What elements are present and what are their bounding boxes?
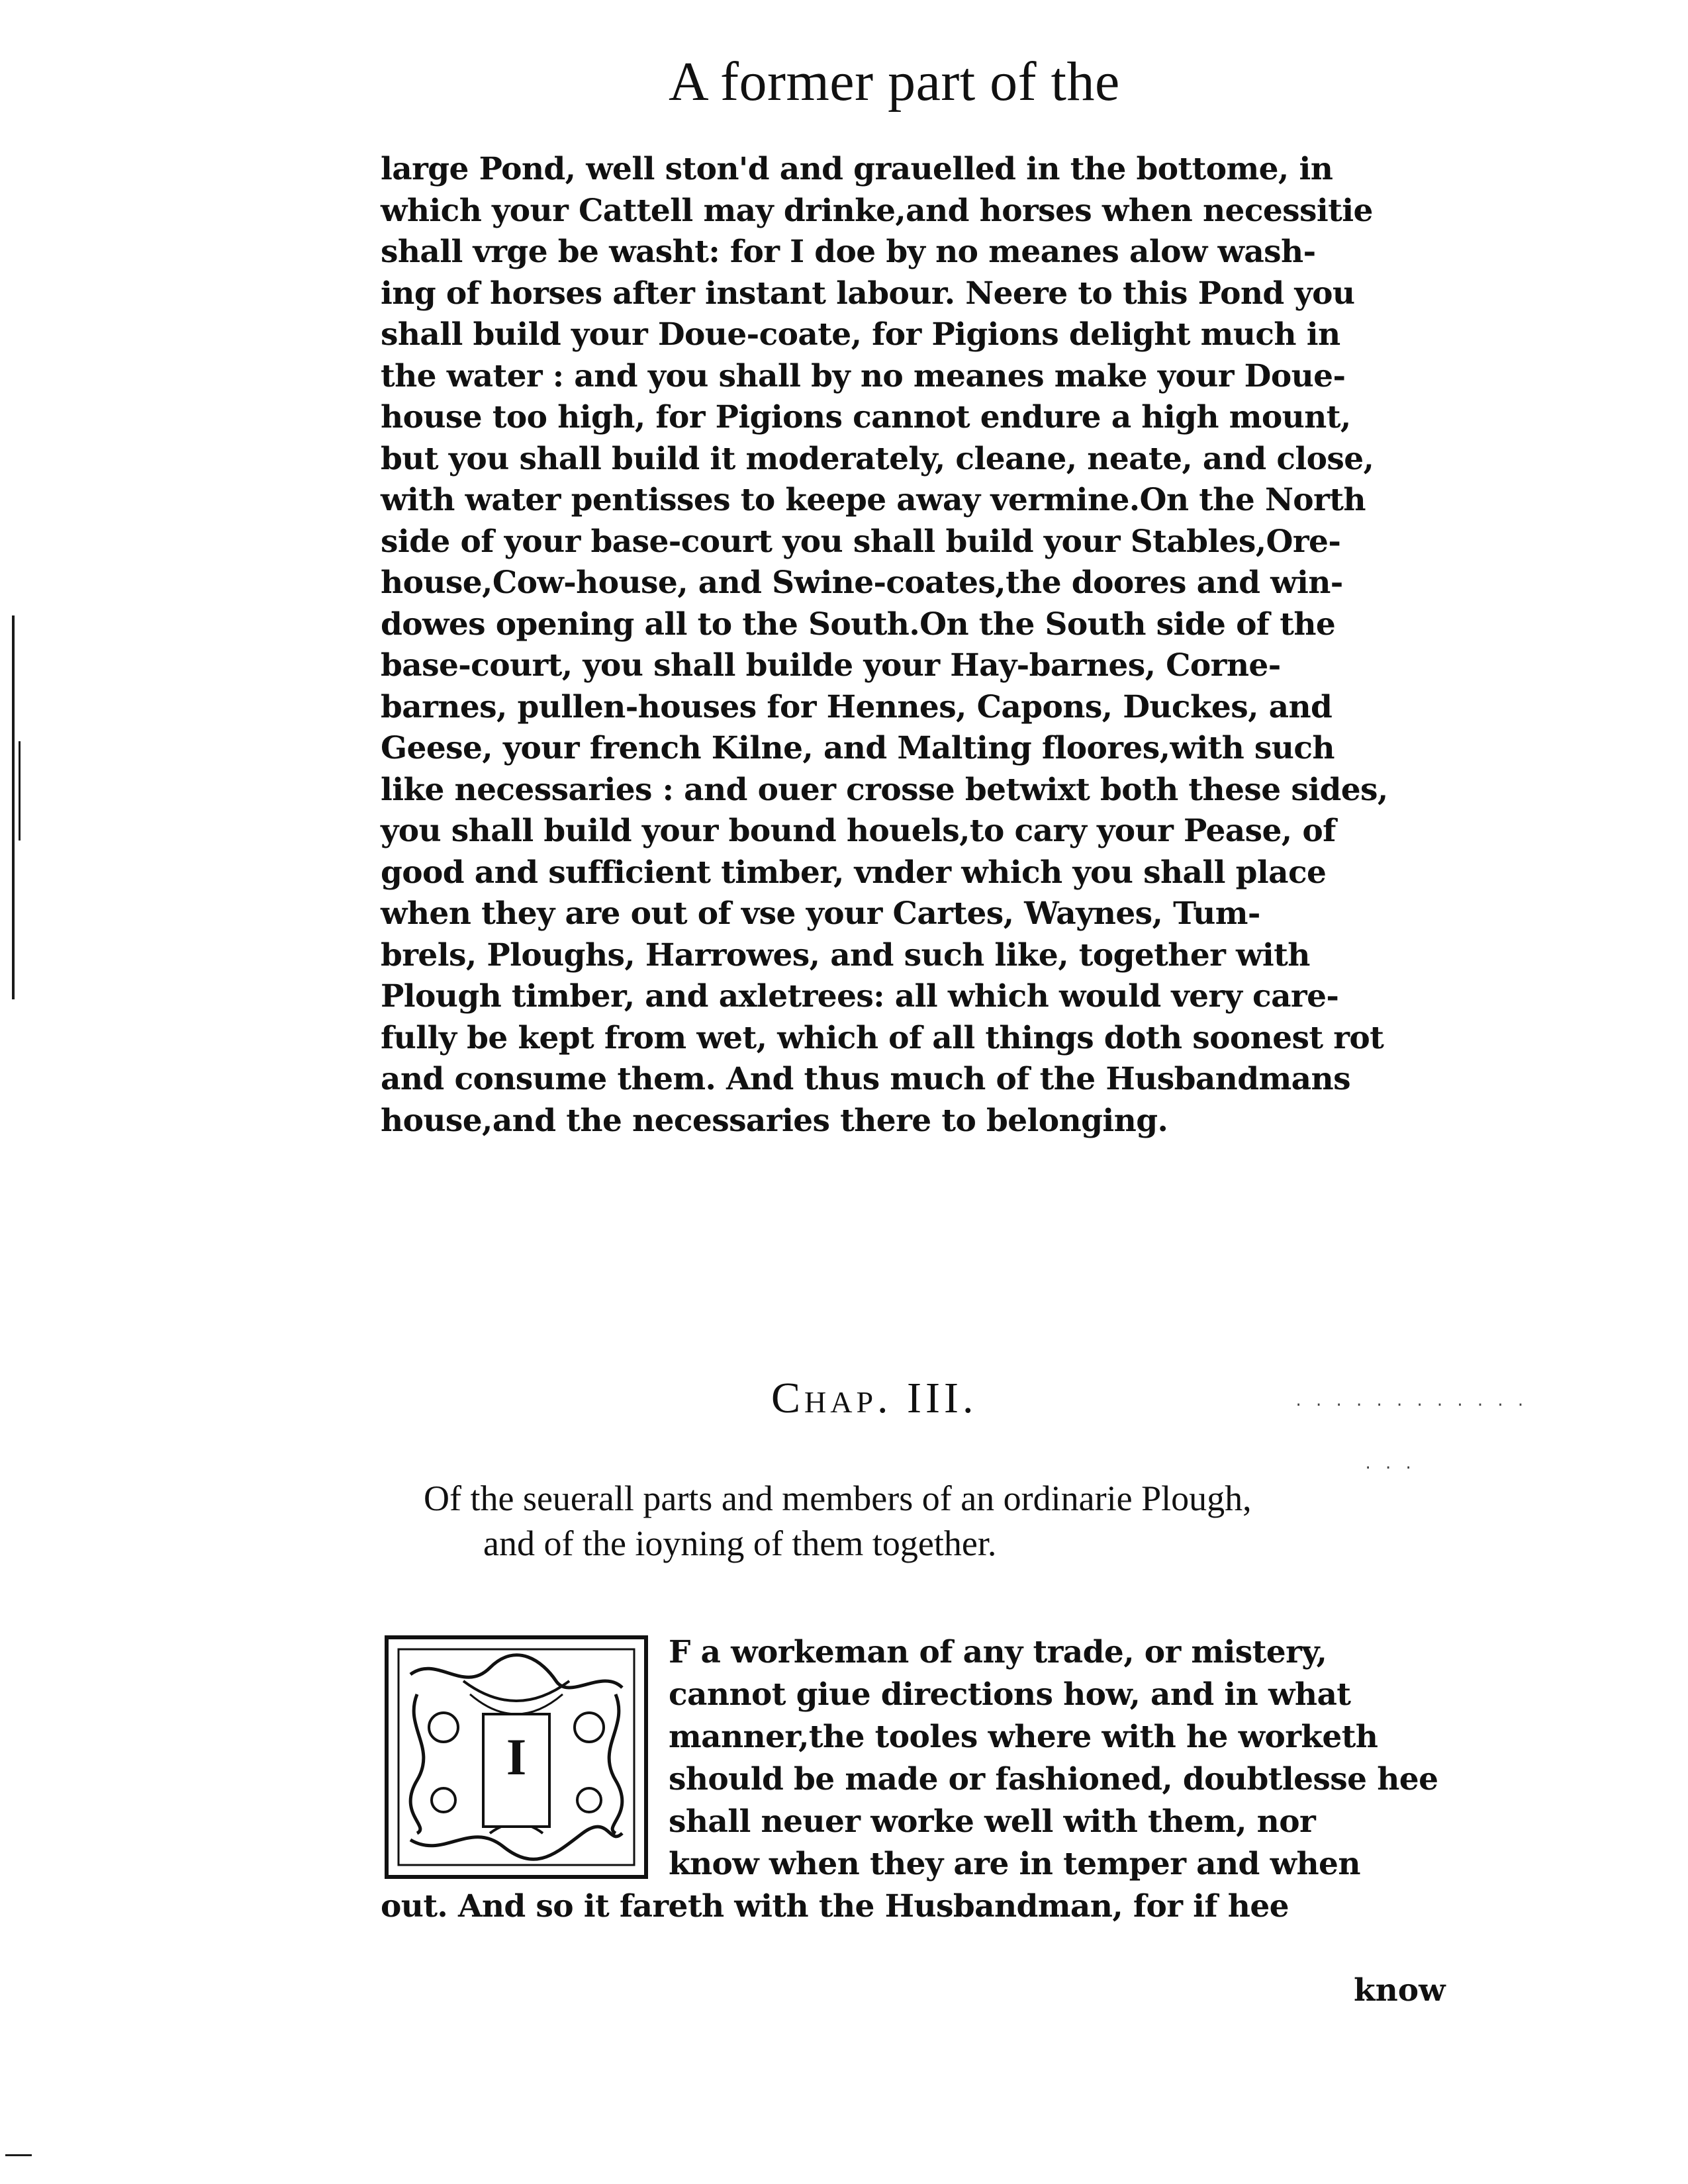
text-line: shall neuer worke well with them, nor [669,1803,1316,1840]
running-head: A former part of the [669,51,1120,113]
text-line: side of your base-court you shall build your Stables,Ore- [381,523,1341,560]
text-line: manner,the tooles where with he worketh [669,1719,1378,1755]
text-line: good and sufficient timber, vnder which you shall place [381,854,1327,891]
text-line: but you shall build it moderately, cleane, neate, and close, [381,440,1374,477]
text-line: Plough timber, and axletrees: all which would very care- [381,978,1339,1015]
text-line: should be made or fashioned, doubtlesse hee [669,1761,1438,1797]
chapter-title [424,1476,1496,1566]
scan-specks: . . . . . . . . . . . . [1294,1393,1526,1410]
text-line: shall build your Doue-coate, for Pigions delight much in [381,316,1340,353]
chapter-title-line: and of the ioyning of them together. [483,1524,997,1563]
continued-text [381,1886,1466,1928]
text-line: and consume them. And thus much of the Husbandmans [381,1061,1350,1097]
chapter-title-line: Of the seuerall parts and members of an ordinarie Plough, [424,1479,1252,1518]
text-line: Geese, your french Kilne, and Malting floores,with such [381,730,1335,766]
text-line: large Pond, well ston'd and grauelled in the bottome, in [381,151,1333,187]
text-line: house,and the necessaries there to belonging. [381,1102,1168,1139]
text-line: brels, Ploughs, Harrowes, and such like, together with [381,936,1310,974]
text-line: know when they are in temper and when [669,1846,1360,1882]
text-line: when they are out of vse your Cartes, Waynes, Tum- [381,895,1260,932]
text-line: shall vrge be washt: for I doe by no meanes alow wash- [381,234,1316,270]
text-line: like necessaries : and ouer crosse betwixt both these sides, [381,771,1388,808]
text-line: dowes opening all to the South.On the South side of the [381,606,1336,643]
text-line: out. And so it fareth with the Husbandman, for if hee [381,1888,1289,1925]
text-line: with water pentisses to keepe away vermine.On the North [381,482,1366,518]
text-line: house,Cow-house, and Swine-coates,the doores and win- [381,565,1343,601]
text-line: which your Cattell may drinke,and horses when necessitie [381,192,1373,229]
text-line: ing of horses after instant labour. Neere to this Pond you [381,275,1355,312]
text-line: house too high, for Pigions cannot endure a high mount, [381,399,1351,435]
text-line: you shall build your bound houels,to cary your Pease, of [381,813,1336,849]
body-text [381,149,1466,1142]
scan-edge-mark [19,741,21,841]
scan-edge-mark [5,2154,32,2156]
drop-cap-text [669,1631,1476,1886]
text-line: cannot giue directions how, and in what [669,1676,1351,1713]
initial-letter: I [506,1728,527,1786]
text-line: barnes, pullen-houses for Hennes, Capons, Duckes, and [381,688,1333,725]
text-line: fully be kept from wet, which of all things doth soonest rot [381,1019,1384,1056]
decorated-initial [384,1635,649,1880]
text-line: base-court, you shall builde your Hay-barnes, Corne- [381,647,1281,684]
scan-specks: . . . [1364,1456,1415,1473]
catchword: know [1354,1972,1446,2009]
scan-edge-mark [12,615,15,999]
text-line: F a workeman of any trade, or mistery, [669,1634,1327,1670]
chapter-heading: Chap. III. [771,1374,978,1422]
text-line: the water : and you shall by no meanes make your Doue- [381,357,1346,394]
